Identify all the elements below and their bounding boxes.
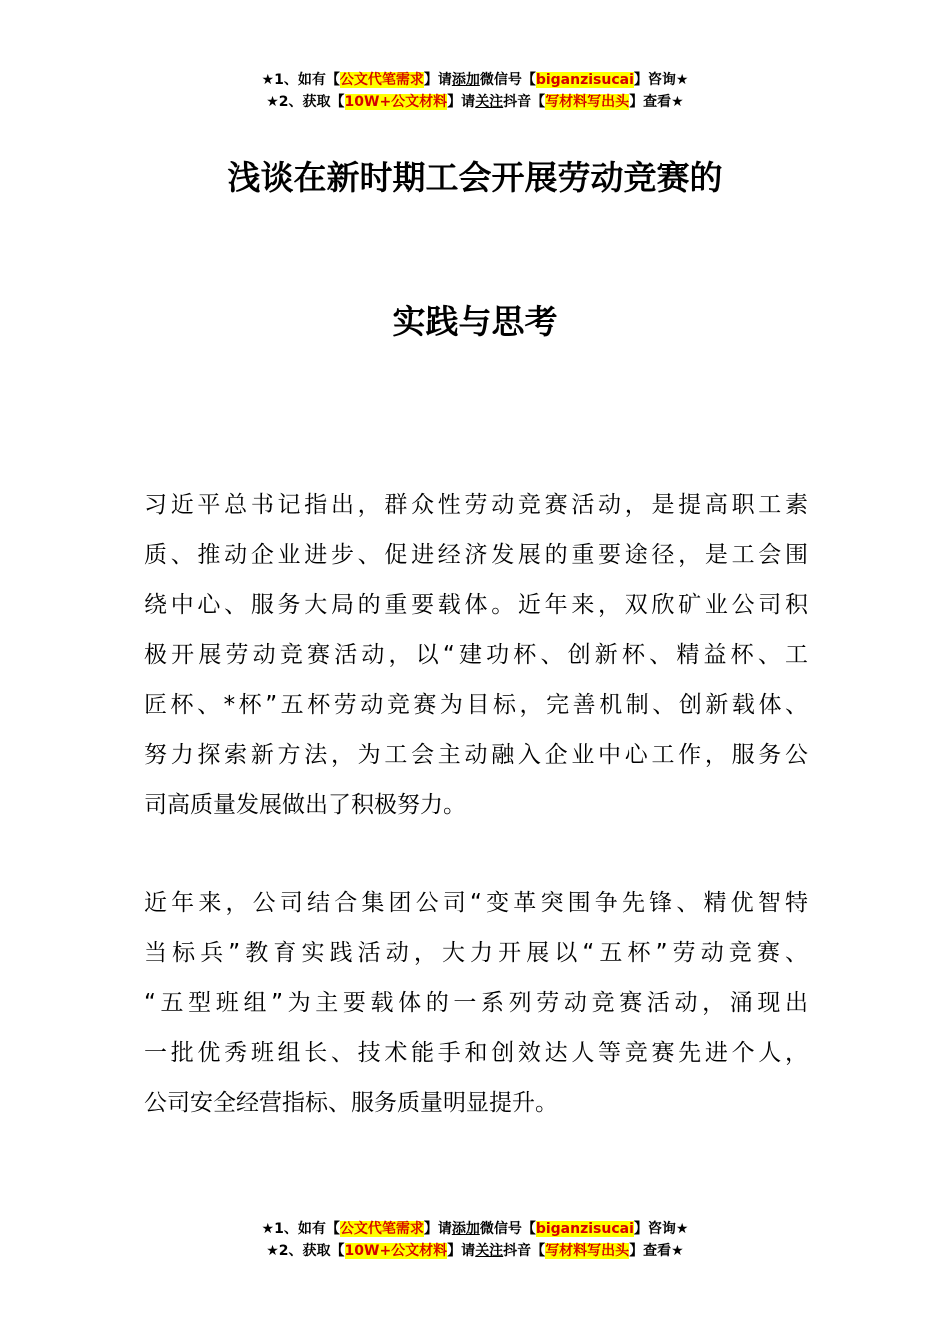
banner-emphasis: 添加 <box>451 1221 480 1237</box>
body-paragraph-2 <box>144 878 808 1128</box>
banner-line-1 <box>0 1218 950 1240</box>
banner-text: ★1、如有【 <box>261 72 340 88</box>
paragraph-line: 当标兵”教育实践活动，大力开展以“五杯”劳动竞赛、 <box>144 940 808 966</box>
banner-text: 抖音【 <box>503 1243 546 1259</box>
paragraph-line: 匠杯、*杯”五杯劳动竞赛为目标，完善机制、创新载体、 <box>144 692 808 718</box>
banner-text: 】咨询★ <box>633 1221 689 1237</box>
header-banner <box>0 69 950 113</box>
paragraph-line: 一批优秀班组长、技术能手和创效达人等竞赛先进个人， <box>144 1040 808 1066</box>
banner-text: 微信号【 <box>479 72 536 88</box>
banner-text: 】请 <box>447 1243 476 1259</box>
banner-highlight: 10W+公文材料 <box>344 1243 448 1259</box>
banner-text: 微信号【 <box>479 1221 536 1237</box>
banner-text: 】请 <box>447 94 476 110</box>
paragraph-line: 司高质量发展做出了积极努力。 <box>144 792 466 818</box>
banner-emphasis: 关注 <box>475 1243 504 1259</box>
banner-text: ★1、如有【 <box>261 1221 340 1237</box>
paragraph-line: 绕中心、服务大局的重要载体。近年来，双欣矿业公司积 <box>144 592 808 618</box>
body-paragraph-1 <box>144 480 808 830</box>
paragraph-line: 习近平总书记指出，群众性劳动竞赛活动，是提高职工素 <box>144 492 808 518</box>
banner-highlight: 写材料写出头 <box>545 94 630 110</box>
banner-highlight: biganzisucai <box>535 72 634 88</box>
banner-line-2 <box>0 1240 950 1262</box>
banner-text: 】请 <box>423 72 452 88</box>
paragraph-line: 公司安全经营指标、服务质量明显提升。 <box>144 1090 558 1116</box>
paragraph-line: 近年来，公司结合集团公司“变革突围争先锋、精优智特 <box>144 890 808 916</box>
banner-text: ★2、获取【 <box>266 1243 345 1259</box>
banner-highlight: 写材料写出头 <box>545 1243 630 1259</box>
banner-highlight: 10W+公文材料 <box>344 94 448 110</box>
banner-emphasis: 添加 <box>451 72 480 88</box>
banner-line-1 <box>0 69 950 91</box>
paragraph-line: 质、推动企业进步、促进经济发展的重要途径，是工会围 <box>144 542 808 568</box>
banner-line-2 <box>0 91 950 113</box>
banner-text: 】查看★ <box>629 94 684 110</box>
document-title-line-2: 实践与思考 <box>392 302 558 341</box>
banner-highlight: 公文代笔需求 <box>339 1221 424 1237</box>
banner-highlight: biganzisucai <box>535 1221 634 1237</box>
banner-text: 抖音【 <box>503 94 546 110</box>
banner-text: 】请 <box>423 1221 452 1237</box>
paragraph-line: “五型班组”为主要载体的一系列劳动竞赛活动，涌现出 <box>144 990 808 1016</box>
paragraph-line: 极开展劳动竞赛活动，以“建功杯、创新杯、精益杯、工 <box>144 642 808 668</box>
footer-banner <box>0 1218 950 1262</box>
banner-highlight: 公文代笔需求 <box>339 72 424 88</box>
document-title-line-1: 浅谈在新时期工会开展劳动竞赛的 <box>227 158 723 197</box>
paragraph-line: 努力探索新方法，为工会主动融入企业中心工作，服务公 <box>144 742 808 768</box>
banner-text: ★2、获取【 <box>266 94 345 110</box>
banner-emphasis: 关注 <box>475 94 504 110</box>
banner-text: 】查看★ <box>629 1243 684 1259</box>
banner-text: 】咨询★ <box>633 72 689 88</box>
